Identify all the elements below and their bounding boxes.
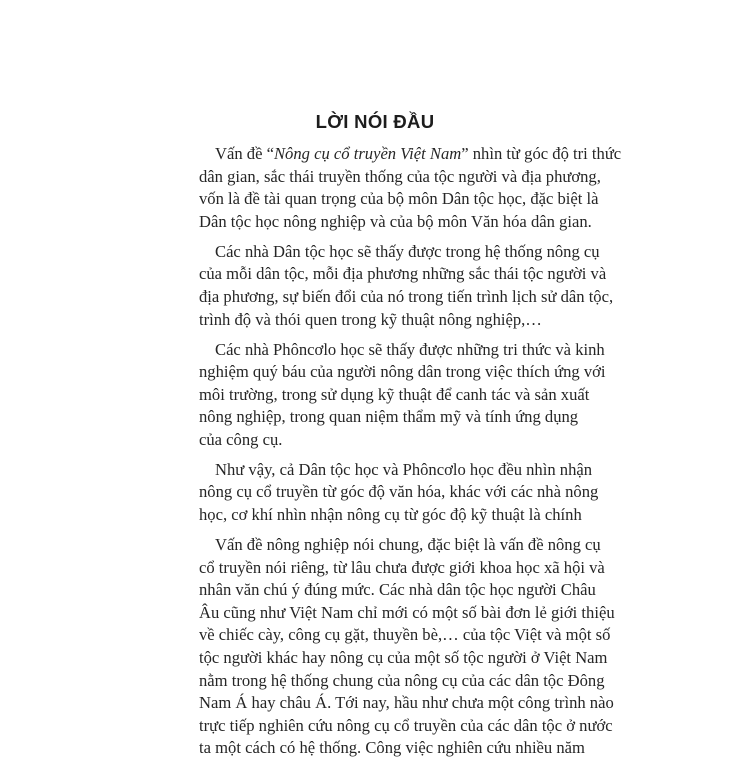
text-line: Các nhà Dân tộc học sẽ thấy được trong hệ thống nông cụ <box>215 241 600 261</box>
body-text <box>199 143 622 767</box>
text-line: nông cụ cổ truyền từ góc độ văn hóa, khác với các nhà nông <box>199 482 599 502</box>
text-run: Vấn đề “ <box>215 144 274 163</box>
text-line: về chiếc cày, công cụ gặt, thuyền bè,… của tộc Việt và một số <box>199 625 611 645</box>
text-line: Âu cũng như Việt Nam chỉ mới có một số bài đơn lẻ giới thiệu <box>199 602 615 622</box>
paragraph-1 <box>199 143 622 233</box>
text-line: vốn là đề tài quan trọng của bộ môn Dân tộc học, đặc biệt là <box>199 189 599 209</box>
text-line: nghiệm quý báu của người nông dân trong việc thích ứng với <box>199 362 606 382</box>
text-line: Vấn đề nông nghiệp nói chung, đặc biệt là vấn đề nông cụ <box>215 535 601 555</box>
text-line: Như vậy, cả Dân tộc học và Phôncơlo học đều nhìn nhận <box>215 459 593 479</box>
text-line: của mỗi dân tộc, mỗi địa phương những sắc thái tộc người và <box>199 264 607 284</box>
paragraph-3 <box>199 339 606 452</box>
text-line: tộc người khác hay nông cụ của một số tộc người ở Việt Nam <box>199 648 608 668</box>
text-line: môi trường, trong sử dụng kỹ thuật để canh tác và sản xuất <box>199 384 590 404</box>
italic-book-title: Nông cụ cổ truyền Việt Nam <box>273 144 462 163</box>
text-line: Các nhà Phôncơlo học sẽ thấy được những tri thức và kinh <box>215 339 605 359</box>
text-line: trực tiếp nghiên cứu nông cụ cổ truyền của các dân tộc ở nước <box>199 715 613 735</box>
text-line: nông nghiệp, trong quan niệm thẩm mỹ và tính ứng dụng <box>199 407 579 427</box>
text-line: Nam Á hay châu Á. Tới nay, hầu như chưa một công trình nào <box>199 693 614 713</box>
paragraph-4 <box>199 459 599 527</box>
text-line: địa phương, sự biến đổi của nó trong tiến trình lịch sử dân tộc, <box>199 286 614 306</box>
text-line: trình độ và thói quen trong kỹ thuật nông nghiệp,… <box>199 309 542 329</box>
text-line: cổ truyền nói riêng, từ lâu chưa được giới khoa học xã hội và <box>199 557 605 577</box>
paragraph-5 <box>199 534 615 760</box>
text-line: nằm trong hệ thống chung của nông cụ của các dân tộc Đông <box>199 670 605 690</box>
text-line <box>199 143 622 166</box>
page-title: LỜI NÓI ĐẦU <box>315 111 435 132</box>
paragraph-2 <box>199 241 614 331</box>
text-line: học, cơ khí nhìn nhận nông cụ từ góc độ kỹ thuật là chính <box>199 505 582 525</box>
text-line: của công cụ. <box>199 429 283 449</box>
text-run: ” nhìn từ góc độ tri thức <box>461 144 622 163</box>
text-line: ta một cách có hệ thống. Công việc nghiên cứu nhiều năm <box>199 738 585 758</box>
text-line: Dân tộc học nông nghiệp và của bộ môn Văn hóa dân gian. <box>199 211 592 231</box>
text-line: dân gian, sắc thái truyền thống của tộc người và địa phương, <box>199 166 601 186</box>
text-line: nhân văn chú ý đúng mức. Các nhà dân tộc học người Châu <box>199 580 596 600</box>
